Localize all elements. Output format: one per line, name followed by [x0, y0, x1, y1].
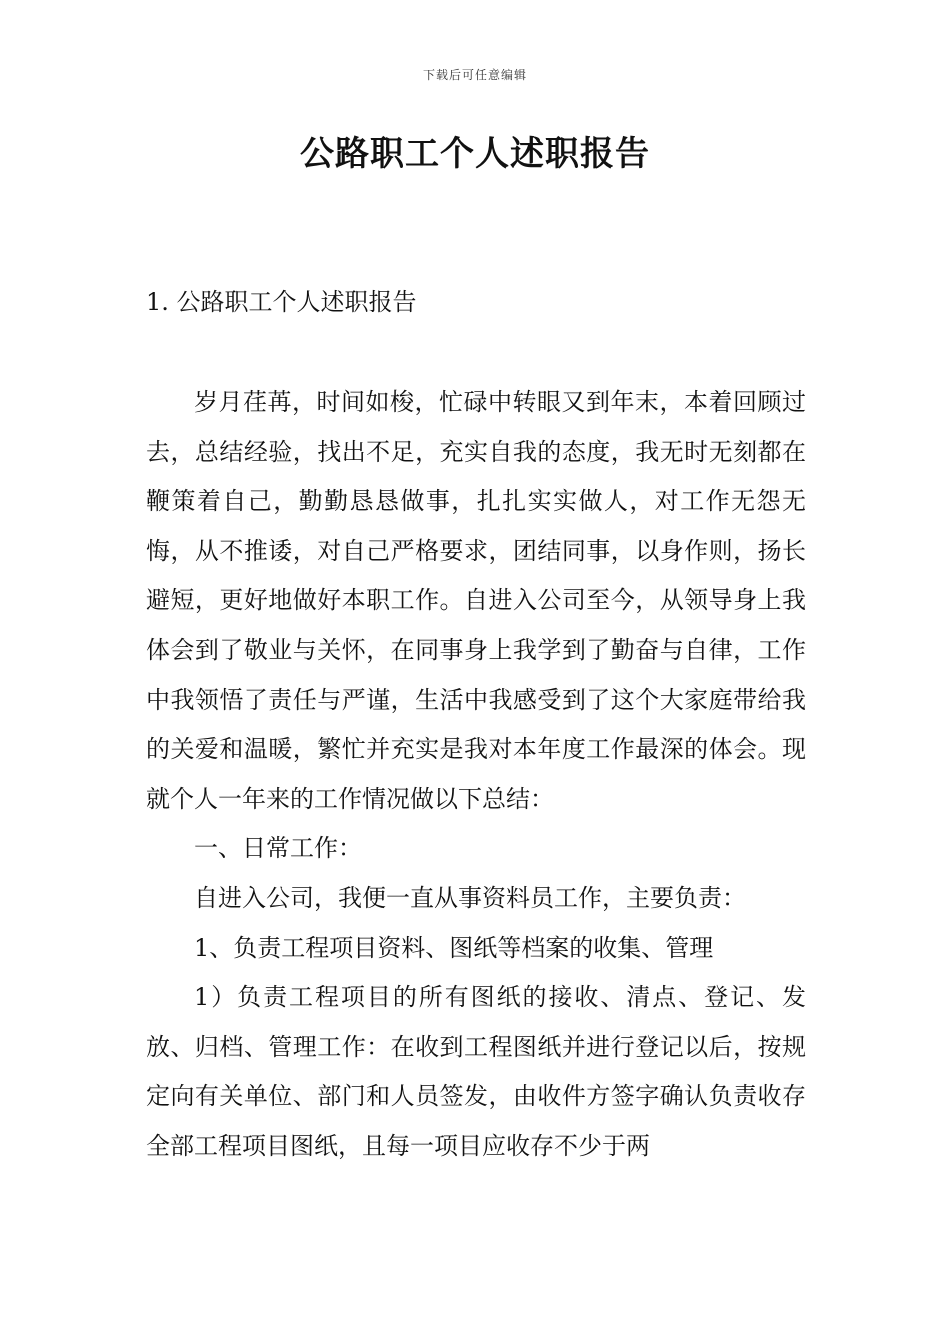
header-note: 下载后可任意编辑	[422, 68, 527, 82]
section-heading: 1. 公路职工个人述职报告	[146, 288, 417, 316]
body-paragraph: 岁月荏苒，时间如梭，忙碌中转眼又到年末，本着回顾过去，总结经验，找出不足，充实自我的态度，我无时无刻都在鞭策着自己，勤勤恳恳做事，扎扎实实做人，对工作无怨无悔，从不推诿，对自己严格要求，团结同事，以身作则，扬长避短，更好地做好本职工作。自进入公司至今，从领导身上我体会到了敬业与关怀，在同事身上我学到了勤奋与自律，工作中我领悟了责任与严谨，生活中我感受到了这个大家庭带给我的关爱和温暖，繁忙并充实是我对本年度工作最深的体会。现就个人一年来的工作情况做以下总结：	[146, 388, 806, 813]
body-paragraph: 1、负责工程项目资料、图纸等档案的收集、管理	[194, 933, 714, 962]
body-paragraph: 自进入公司，我便一直从事资料员工作，主要负责：	[194, 883, 746, 912]
document-title: 公路职工个人述职报告	[300, 134, 650, 174]
document-body	[146, 378, 806, 1172]
body-paragraph: 1）负责工程项目的所有图纸的接收、清点、登记、发放、归档、管理工作：在收到工程图纸并进行登记以后，按规定向有关单位、部门和人员签发，由收件方签字确认负责收存全部工程项目图纸，且每一项目应收存不少于两	[146, 983, 806, 1160]
body-paragraph: 一、日常工作：	[194, 834, 362, 863]
